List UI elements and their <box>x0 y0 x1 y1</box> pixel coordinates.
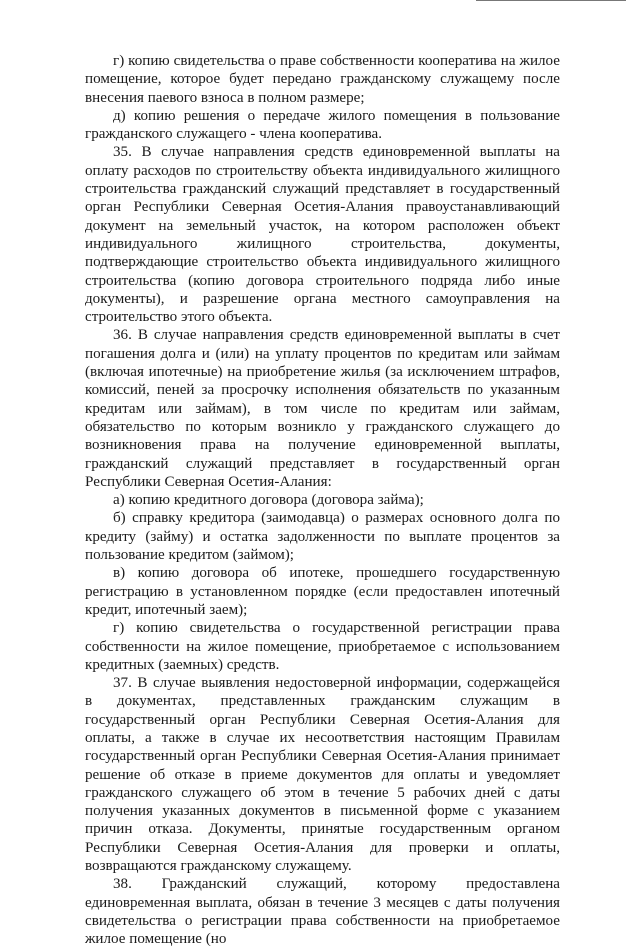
paragraph-item-a: а) копию кредитного договора (договора займа); <box>113 492 424 509</box>
paragraph-item-d-cooperative: д) копию решения о передаче жилого помещения в пользование гражданского служащего - члена кооператива. <box>85 107 560 143</box>
paragraph-item-g-registration: г) копию свидетельства о государственной регистрации права собственности на жилое помещение, приобретаемое с использованием кредитных (заемных) средств. <box>85 620 560 673</box>
paragraph-35: 35. В случае направления средств единовременной выплаты на оплату расходов по строительству объекта индивидуального жилищного строительства гражданский служащий представляет в государственный орган Республики Северная Осетия-Алания правоустанавливающий документ на земельный участок, на котором расположен объект индивидуального жилищного строительства, документы, подтверждающие строительство объекта индивидуального жилищного строительства (копию договора строительного подряда либо иные документы), и разрешение органа местного самоуправления на строительство этого объекта. <box>85 144 560 326</box>
paragraph-36: 36. В случае направления средств единовременной выплаты в счет погашения долга и (или) на уплату процентов по кредитам или займам (включая ипотечные) на приобретение жилья (за исключением штрафов, комиссий, пеней за просрочку исполнения обязательств по указанным кредитам или займам), в том числе по кредитам или займам, обязательство по которым возникло у гражданского служащего до возникновения права на получение единовременной выплаты, гражданский служащий представляет в государственный орган Республики Северная Осетия-Алания: <box>85 327 560 490</box>
document-body <box>85 52 560 949</box>
paragraph-item-g-cooperative: г) копию свидетельства о праве собственности кооператива на жилое помещение, которое будет передано гражданскому служащему после внесения паевого взноса в полном размере; <box>85 53 560 106</box>
paragraph-item-b: б) справку кредитора (заимодавца) о размерах основного долга по кредиту (займу) и остатка задолженности по выплате процентов за пользование кредитом (займом); <box>85 510 560 564</box>
paragraph-37: 37. В случае выявления недостоверной информации, содержащейся в документах, представленных гражданским служащим в государственный орган Республики Северная Осетия-Алания для оплаты, а также в случае их несоответствия настоящим Правилам государственный орган Республики Северная Осетия-Алания принимает решение об отказе в приеме документов для оплаты и уведомляет гражданского служащего об этом в течение 5 рабочих дней с даты получения указанных документов в письменной форме с указанием причин отказа. Документы, принятые государственным органом Республики Северная Осетия-Алания для проверки и оплаты, возвращаются гражданскому служащему. <box>85 675 560 875</box>
scan-edge-line <box>476 0 626 4</box>
paragraph-38: 38. Гражданский служащий, которому предоставлена единовременная выплата, обязан в течение 3 месяцев с даты получения свидетельства о регистрации права собственности на приобретаемое жилое помещение (но <box>85 876 560 948</box>
paragraph-item-v: в) копию договора об ипотеке, прошедшего государственную регистрацию в установленном порядке (если предоставлен ипотечный кредит, ипотечный заем); <box>85 565 560 618</box>
